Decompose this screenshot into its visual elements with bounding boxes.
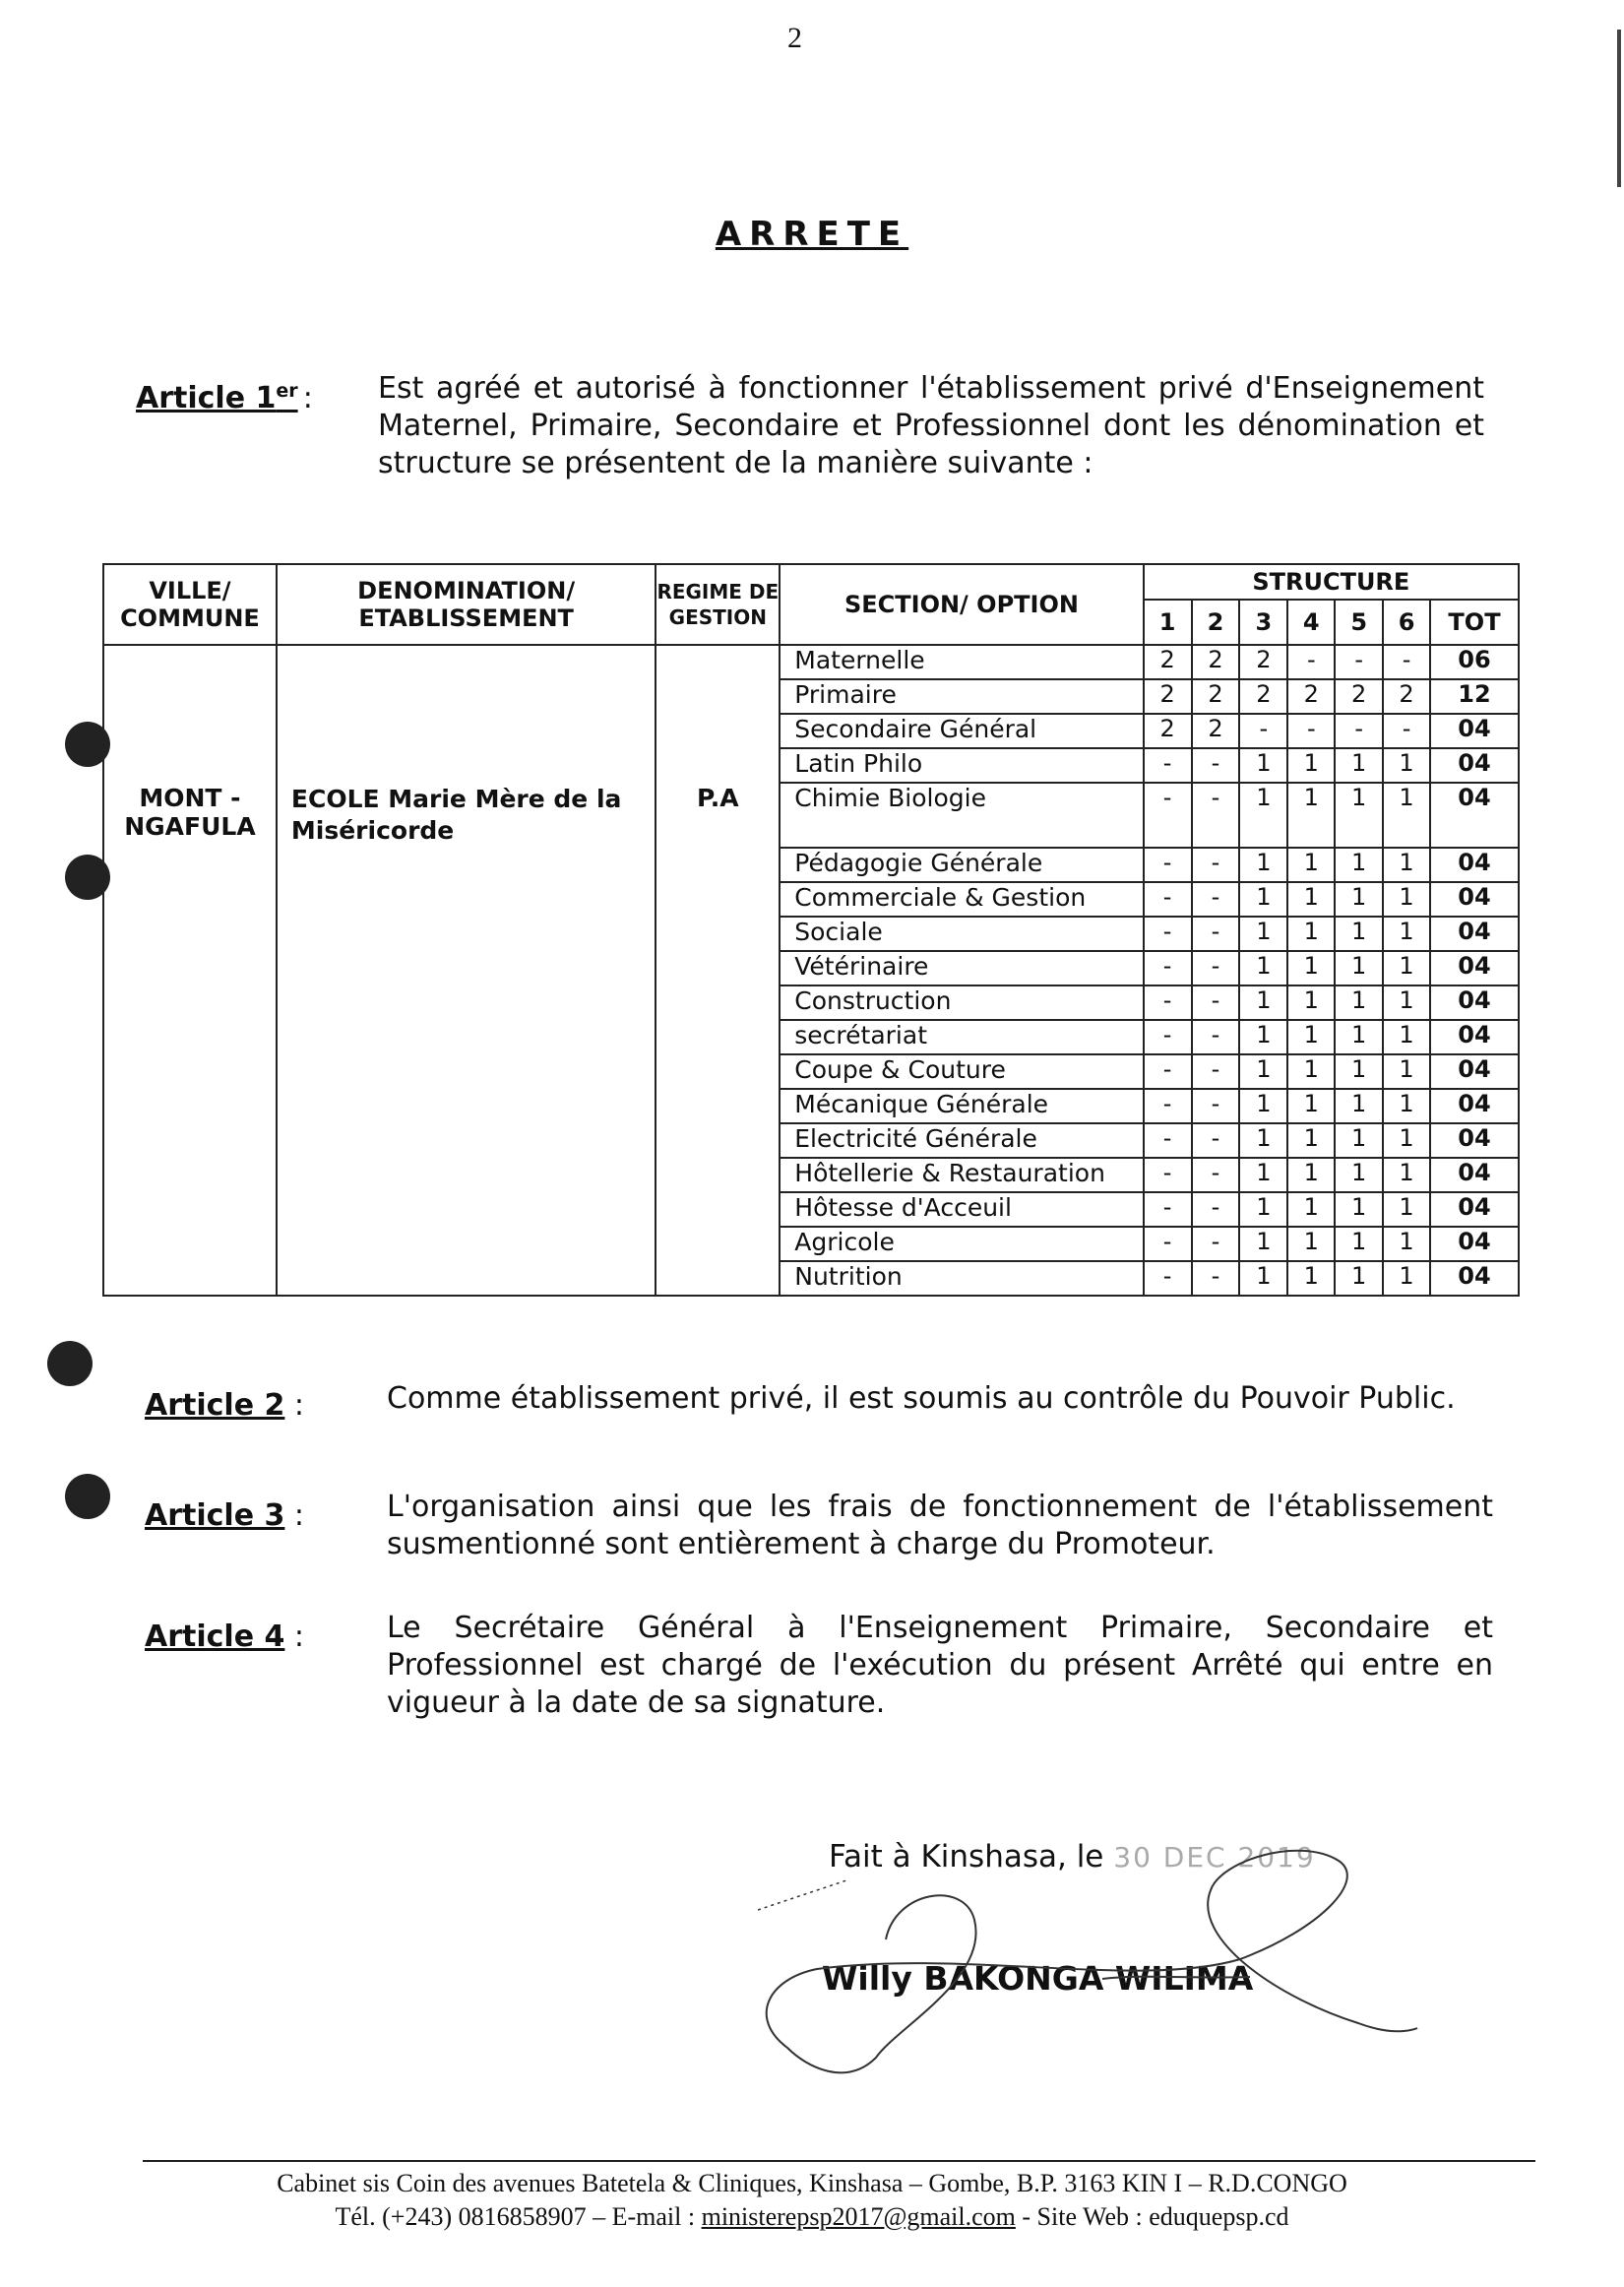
level-value-cell: - — [1192, 985, 1240, 1020]
option-cell: Primaire — [780, 679, 1143, 714]
level-value-cell: - — [1287, 645, 1335, 679]
total-cell: 04 — [1430, 882, 1519, 917]
level-value-cell: 2 — [1335, 679, 1383, 714]
article-2-text: Comme établissement privé, il est soumis au contrôle du Pouvoir Public. — [387, 1381, 1456, 1416]
level-value-cell: 2 — [1287, 679, 1335, 714]
option-cell: Hôtellerie & Restauration — [780, 1158, 1143, 1192]
level-value-cell: 1 — [1287, 1020, 1335, 1054]
total-cell: 04 — [1430, 783, 1519, 848]
level-value-cell: 1 — [1287, 1089, 1335, 1123]
article-4-label: Article 4 — [145, 1620, 285, 1654]
level-value-cell: 1 — [1239, 1158, 1287, 1192]
total-cell: 04 — [1430, 985, 1519, 1020]
level-value-cell: 1 — [1287, 951, 1335, 985]
level-value-cell: 1 — [1239, 848, 1287, 882]
level-value-cell: - — [1144, 1020, 1192, 1054]
level-value-cell: - — [1144, 783, 1192, 848]
level-value-cell: 1 — [1383, 951, 1430, 985]
level-value-cell: 2 — [1192, 645, 1240, 679]
level-value-cell: - — [1192, 783, 1240, 848]
level-value-cell: 1 — [1287, 1054, 1335, 1089]
level-value-cell: 1 — [1383, 1261, 1430, 1296]
option-cell: Latin Philo — [780, 748, 1143, 783]
level-value-cell: - — [1192, 1227, 1240, 1261]
level-value-cell: 1 — [1239, 1123, 1287, 1158]
footer-contact: Tél. (+243) 0816858907 – E-mail : ministerepsp2017@gmail.com - Site Web : eduquepsp.cd — [335, 2202, 1289, 2231]
level-value-cell: 1 — [1383, 748, 1430, 783]
level-value-cell: - — [1192, 882, 1240, 917]
level-value-cell: - — [1192, 1020, 1240, 1054]
structure-table — [102, 563, 1520, 1297]
footer-email[interactable]: ministerepsp2017@gmail.com — [701, 2202, 1016, 2231]
article-3-text: L'organisation ainsi que les frais de fonctionnement de l'établissement susmentionné sont entièrement à charge du Promoteur. — [387, 1490, 1493, 1561]
level-value-cell: 1 — [1239, 882, 1287, 917]
option-cell: Nutrition — [780, 1261, 1143, 1296]
article-1-text: Est agréé et autorisé à fonctionner l'établissement privé d'Enseignement Maternel, Primaire, Secondaire et Professionnel dont les dénomination et structure se présentent de la manière suivante : — [378, 371, 1484, 480]
level-value-cell: 1 — [1287, 882, 1335, 917]
total-cell: 04 — [1430, 714, 1519, 748]
level-value-cell: 1 — [1335, 1261, 1383, 1296]
total-cell: 12 — [1430, 679, 1519, 714]
level-value-cell: - — [1144, 1227, 1192, 1261]
option-cell: Pédagogie Générale — [780, 848, 1143, 882]
total-cell: 04 — [1430, 1054, 1519, 1089]
level-value-cell: - — [1144, 748, 1192, 783]
level-value-cell: - — [1192, 1192, 1240, 1227]
option-cell: Coupe & Couture — [780, 1054, 1143, 1089]
level-value-cell: - — [1192, 1158, 1240, 1192]
header-section: SECTION/ OPTION — [780, 564, 1143, 645]
level-value-cell: 1 — [1287, 1123, 1335, 1158]
level-value-cell: 1 — [1335, 1089, 1383, 1123]
header-level: 2 — [1192, 600, 1240, 645]
option-cell: Chimie Biologie — [780, 783, 1143, 848]
level-value-cell: 1 — [1239, 748, 1287, 783]
level-value-cell: 1 — [1287, 1227, 1335, 1261]
level-value-cell: - — [1383, 645, 1430, 679]
level-value-cell: 1 — [1335, 882, 1383, 917]
signer-name: Willy BAKONGA WILIMA — [822, 1959, 1254, 1998]
level-value-cell: - — [1287, 714, 1335, 748]
level-value-cell: 1 — [1335, 917, 1383, 951]
article-3-label: Article 3 — [145, 1498, 285, 1533]
level-value-cell: 1 — [1335, 1192, 1383, 1227]
level-value-cell: - — [1192, 1261, 1240, 1296]
total-cell: 04 — [1430, 1192, 1519, 1227]
level-value-cell: 2 — [1239, 645, 1287, 679]
footer-address: Cabinet sis Coin des avenues Batetela & Cliniques, Kinshasa – Gombe, B.P. 3163 KIN I – R.D.CONGO — [277, 2169, 1347, 2197]
header-ville: VILLE/ COMMUNE — [103, 564, 277, 645]
level-value-cell: 1 — [1239, 1192, 1287, 1227]
level-value-cell: - — [1144, 1261, 1192, 1296]
header-level: 4 — [1287, 600, 1335, 645]
level-value-cell: - — [1192, 951, 1240, 985]
total-cell: 04 — [1430, 1261, 1519, 1296]
total-cell: 04 — [1430, 1123, 1519, 1158]
level-value-cell: 1 — [1335, 1123, 1383, 1158]
level-value-cell: - — [1192, 1123, 1240, 1158]
option-cell: Electricité Générale — [780, 1123, 1143, 1158]
level-value-cell: - — [1144, 848, 1192, 882]
article-3-heading: Article 3 : — [145, 1498, 305, 1533]
level-value-cell: - — [1192, 848, 1240, 882]
level-value-cell: 1 — [1239, 1089, 1287, 1123]
table-row — [103, 645, 1519, 679]
level-value-cell: - — [1144, 1192, 1192, 1227]
level-value-cell: - — [1383, 714, 1430, 748]
header-level: 5 — [1335, 600, 1383, 645]
level-value-cell: - — [1144, 985, 1192, 1020]
ville-cell: MONT - NGAFULA — [103, 645, 277, 1296]
level-value-cell: 1 — [1287, 917, 1335, 951]
option-cell: Vétérinaire — [780, 951, 1143, 985]
total-cell: 04 — [1430, 1227, 1519, 1261]
level-value-cell: 1 — [1287, 1192, 1335, 1227]
punch-hole-mark — [47, 1341, 93, 1386]
regime-cell: P.A — [656, 645, 780, 1296]
option-cell: Agricole — [780, 1227, 1143, 1261]
level-value-cell: 1 — [1335, 1054, 1383, 1089]
article-2-label: Article 2 — [145, 1388, 285, 1423]
level-value-cell: 1 — [1383, 783, 1430, 848]
level-value-cell: 1 — [1287, 783, 1335, 848]
header-regime: REGIME DE GESTION — [656, 564, 780, 645]
article-4-heading: Article 4 : — [145, 1620, 305, 1654]
level-value-cell: 2 — [1144, 645, 1192, 679]
level-value-cell: 2 — [1144, 714, 1192, 748]
level-value-cell: - — [1144, 1158, 1192, 1192]
level-value-cell: - — [1192, 917, 1240, 951]
level-value-cell: 2 — [1192, 714, 1240, 748]
level-value-cell: - — [1335, 645, 1383, 679]
level-value-cell: 1 — [1383, 1227, 1430, 1261]
total-cell: 04 — [1430, 748, 1519, 783]
scan-edge-line — [1617, 30, 1621, 187]
article-1-label: Article 1er — [136, 380, 298, 415]
level-value-cell: 1 — [1383, 1089, 1430, 1123]
option-cell: Sociale — [780, 917, 1143, 951]
level-value-cell: 1 — [1335, 1020, 1383, 1054]
level-value-cell: - — [1144, 917, 1192, 951]
level-value-cell: 1 — [1239, 1020, 1287, 1054]
level-value-cell: 2 — [1192, 679, 1240, 714]
level-value-cell: 1 — [1383, 1054, 1430, 1089]
level-value-cell: 1 — [1239, 1261, 1287, 1296]
document-title: ARRETE — [715, 215, 909, 254]
punch-hole-mark — [65, 1474, 110, 1519]
level-value-cell: 1 — [1239, 783, 1287, 848]
option-cell: Hôtesse d'Acceuil — [780, 1192, 1143, 1227]
level-value-cell: 1 — [1335, 748, 1383, 783]
level-value-cell: - — [1144, 1054, 1192, 1089]
level-value-cell: 1 — [1335, 848, 1383, 882]
level-value-cell: 1 — [1383, 1020, 1430, 1054]
level-value-cell: - — [1335, 714, 1383, 748]
level-value-cell: 1 — [1335, 1158, 1383, 1192]
header-level: 3 — [1239, 600, 1287, 645]
level-value-cell: 1 — [1287, 985, 1335, 1020]
total-cell: 04 — [1430, 1089, 1519, 1123]
option-cell: secrétariat — [780, 1020, 1143, 1054]
level-value-cell: 1 — [1383, 882, 1430, 917]
level-value-cell: 1 — [1383, 1158, 1430, 1192]
level-value-cell: 1 — [1287, 748, 1335, 783]
option-cell: Commerciale & Gestion — [780, 882, 1143, 917]
level-value-cell: - — [1239, 714, 1287, 748]
total-cell: 04 — [1430, 848, 1519, 882]
level-value-cell: 1 — [1335, 1227, 1383, 1261]
level-value-cell: 2 — [1144, 679, 1192, 714]
total-cell: 04 — [1430, 1020, 1519, 1054]
signature-place: Fait à Kinshasa, le 30 DEC 2019 — [829, 1839, 1316, 1874]
etablissement-cell: ECOLE Marie Mère de la Miséricorde — [277, 645, 656, 1296]
article-1-heading: Article 1er : — [136, 380, 313, 415]
footer-divider — [143, 2160, 1535, 2162]
level-value-cell: - — [1192, 748, 1240, 783]
date-stamp: 30 DEC 2019 — [1113, 1841, 1316, 1874]
level-value-cell: 1 — [1239, 1054, 1287, 1089]
level-value-cell: 1 — [1239, 985, 1287, 1020]
article-2-heading: Article 2 : — [145, 1388, 305, 1423]
level-value-cell: 1 — [1335, 951, 1383, 985]
level-value-cell: 2 — [1383, 679, 1430, 714]
option-cell: Mécanique Générale — [780, 1089, 1143, 1123]
level-value-cell: 1 — [1287, 1158, 1335, 1192]
level-value-cell: 1 — [1287, 848, 1335, 882]
level-value-cell: 1 — [1239, 1227, 1287, 1261]
total-cell: 04 — [1430, 1158, 1519, 1192]
header-level: 6 — [1383, 600, 1430, 645]
level-value-cell: 1 — [1383, 917, 1430, 951]
handwritten-signature — [728, 1831, 1437, 2087]
header-level: 1 — [1144, 600, 1192, 645]
total-cell: 04 — [1430, 951, 1519, 985]
header-structure: STRUCTURE — [1144, 564, 1519, 600]
level-value-cell: - — [1144, 951, 1192, 985]
level-value-cell: - — [1144, 1089, 1192, 1123]
header-denomination: DENOMINATION/ ETABLISSEMENT — [277, 564, 656, 645]
level-value-cell: 1 — [1383, 985, 1430, 1020]
level-value-cell: - — [1192, 1054, 1240, 1089]
total-cell: 06 — [1430, 645, 1519, 679]
page-number: 2 — [787, 22, 802, 54]
level-value-cell: 1 — [1383, 848, 1430, 882]
level-value-cell: 1 — [1335, 985, 1383, 1020]
level-value-cell: 2 — [1239, 679, 1287, 714]
article-4-text: Le Secrétaire Général à l'Enseignement Primaire, Secondaire et Professionnel est chargé de l'exécution du présent Arrêté qui entre en vigueur à la date de sa signature. — [387, 1611, 1493, 1720]
total-cell: 04 — [1430, 917, 1519, 951]
level-value-cell: - — [1144, 1123, 1192, 1158]
level-value-cell: 1 — [1239, 951, 1287, 985]
level-value-cell: - — [1192, 1089, 1240, 1123]
level-value-cell: 1 — [1383, 1123, 1430, 1158]
level-value-cell: 1 — [1239, 917, 1287, 951]
header-total: TOT — [1430, 600, 1519, 645]
level-value-cell: 1 — [1287, 1261, 1335, 1296]
level-value-cell: - — [1144, 882, 1192, 917]
level-value-cell: 1 — [1335, 783, 1383, 848]
option-cell: Construction — [780, 985, 1143, 1020]
level-value-cell: 1 — [1383, 1192, 1430, 1227]
option-cell: Secondaire Général — [780, 714, 1143, 748]
option-cell: Maternelle — [780, 645, 1143, 679]
